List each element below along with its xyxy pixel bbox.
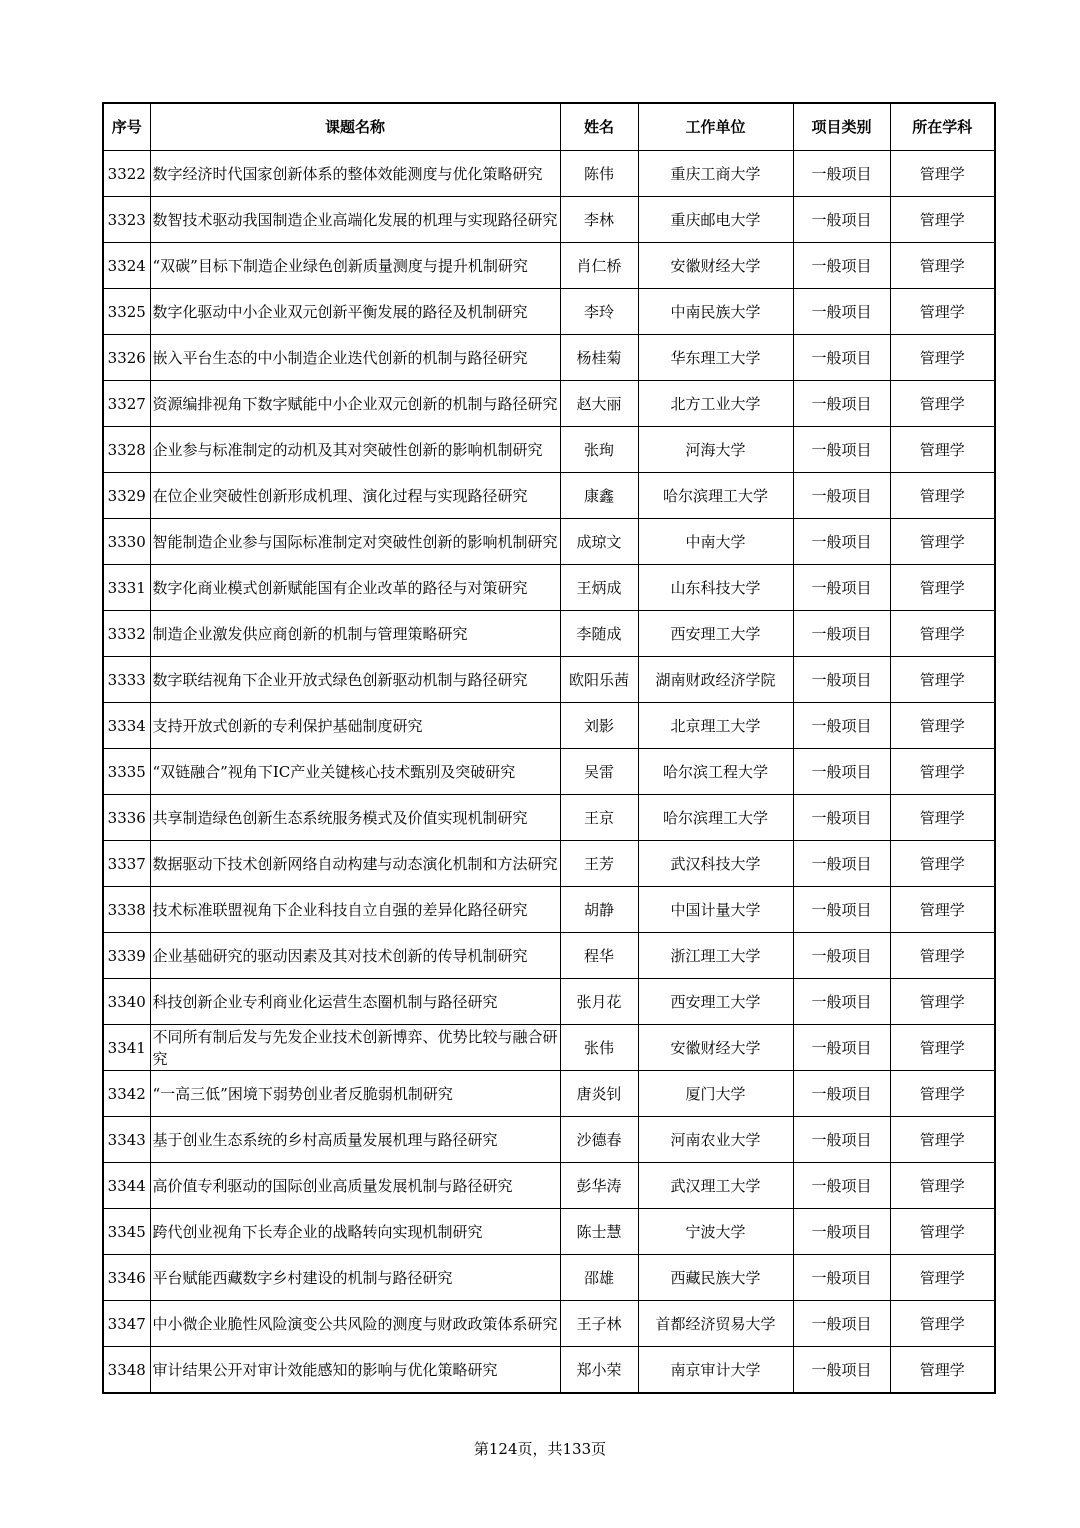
row-discipline: 管理学 <box>890 1209 995 1255</box>
row-serial-no: 3344 <box>103 1163 150 1209</box>
row-name: 李林 <box>560 197 638 243</box>
row-title: “双链融合”视角下IC产业关键核心技术甄别及突破研究 <box>150 749 560 795</box>
row-name: 唐炎钊 <box>560 1071 638 1117</box>
row-title: 数字化商业模式创新赋能国有企业改革的路径与对策研究 <box>150 565 560 611</box>
row-category: 一般项目 <box>793 1347 890 1394</box>
row-discipline: 管理学 <box>890 565 995 611</box>
row-discipline: 管理学 <box>890 1071 995 1117</box>
header-serial-no: 序号 <box>103 103 150 151</box>
table-row <box>103 703 995 749</box>
row-category: 一般项目 <box>793 1255 890 1301</box>
table-row <box>103 1025 995 1071</box>
row-serial-no: 3338 <box>103 887 150 933</box>
row-name: 胡静 <box>560 887 638 933</box>
row-serial-no: 3348 <box>103 1347 150 1394</box>
row-unit: 厦门大学 <box>638 1071 793 1117</box>
row-title: 企业基础研究的驱动因素及其对技术创新的传导机制研究 <box>150 933 560 979</box>
row-category: 一般项目 <box>793 657 890 703</box>
row-title: 数智技术驱动我国制造企业高端化发展的机理与实现路径研究 <box>150 197 560 243</box>
row-title: 基于创业生态系统的乡村高质量发展机理与路径研究 <box>150 1117 560 1163</box>
table-row <box>103 749 995 795</box>
row-discipline: 管理学 <box>890 427 995 473</box>
row-serial-no: 3339 <box>103 933 150 979</box>
table-body <box>103 151 995 1394</box>
row-discipline: 管理学 <box>890 197 995 243</box>
table-row <box>103 657 995 703</box>
row-unit: 中南大学 <box>638 519 793 565</box>
row-serial-no: 3346 <box>103 1255 150 1301</box>
row-discipline: 管理学 <box>890 1301 995 1347</box>
row-category: 一般项目 <box>793 841 890 887</box>
row-discipline: 管理学 <box>890 979 995 1025</box>
row-title: 科技创新企业专利商业化运营生态圈机制与路径研究 <box>150 979 560 1025</box>
row-unit: 南京审计大学 <box>638 1347 793 1394</box>
row-name: 张伟 <box>560 1025 638 1071</box>
row-title: 资源编排视角下数字赋能中小企业双元创新的机制与路径研究 <box>150 381 560 427</box>
row-category: 一般项目 <box>793 1071 890 1117</box>
table-row <box>103 887 995 933</box>
row-name: 邵雄 <box>560 1255 638 1301</box>
row-serial-no: 3347 <box>103 1301 150 1347</box>
table-row <box>103 197 995 243</box>
header-discipline: 所在学科 <box>890 103 995 151</box>
row-unit: 湖南财政经济学院 <box>638 657 793 703</box>
header-title: 课题名称 <box>150 103 560 151</box>
table-row <box>103 795 995 841</box>
row-title: 在位企业突破性创新形成机理、演化过程与实现路径研究 <box>150 473 560 519</box>
row-category: 一般项目 <box>793 381 890 427</box>
row-discipline: 管理学 <box>890 335 995 381</box>
row-title: 不同所有制后发与先发企业技术创新博弈、优势比较与融合研究 <box>150 1025 560 1071</box>
row-unit: 武汉理工大学 <box>638 1163 793 1209</box>
row-title: 数字化驱动中小企业双元创新平衡发展的路径及机制研究 <box>150 289 560 335</box>
table-row <box>103 289 995 335</box>
row-name: 张月花 <box>560 979 638 1025</box>
row-serial-no: 3333 <box>103 657 150 703</box>
row-category: 一般项目 <box>793 1025 890 1071</box>
row-unit: 西安理工大学 <box>638 979 793 1025</box>
row-name: 李玲 <box>560 289 638 335</box>
row-name: 王炳成 <box>560 565 638 611</box>
row-unit: 北方工业大学 <box>638 381 793 427</box>
row-name: 沙德春 <box>560 1117 638 1163</box>
row-discipline: 管理学 <box>890 1163 995 1209</box>
row-serial-no: 3343 <box>103 1117 150 1163</box>
row-discipline: 管理学 <box>890 795 995 841</box>
header-category: 项目类别 <box>793 103 890 151</box>
row-name: 程华 <box>560 933 638 979</box>
row-discipline: 管理学 <box>890 1347 995 1394</box>
row-category: 一般项目 <box>793 427 890 473</box>
row-name: 陈伟 <box>560 151 638 197</box>
row-name: 成琼文 <box>560 519 638 565</box>
row-unit: 中国计量大学 <box>638 887 793 933</box>
row-serial-no: 3326 <box>103 335 150 381</box>
row-discipline: 管理学 <box>890 473 995 519</box>
row-serial-no: 3324 <box>103 243 150 289</box>
row-name: 刘影 <box>560 703 638 749</box>
row-category: 一般项目 <box>793 703 890 749</box>
row-serial-no: 3342 <box>103 1071 150 1117</box>
table-row <box>103 565 995 611</box>
row-title: 共享制造绿色创新生态系统服务模式及价值实现机制研究 <box>150 795 560 841</box>
row-unit: 中南民族大学 <box>638 289 793 335</box>
row-unit: 重庆邮电大学 <box>638 197 793 243</box>
row-name: 杨桂菊 <box>560 335 638 381</box>
row-title: 审计结果公开对审计效能感知的影响与优化策略研究 <box>150 1347 560 1394</box>
row-category: 一般项目 <box>793 1301 890 1347</box>
row-discipline: 管理学 <box>890 151 995 197</box>
row-name: 王芳 <box>560 841 638 887</box>
table-row <box>103 1163 995 1209</box>
row-unit: 西安理工大学 <box>638 611 793 657</box>
row-name: 郑小荣 <box>560 1347 638 1394</box>
row-category: 一般项目 <box>793 1209 890 1255</box>
row-serial-no: 3340 <box>103 979 150 1025</box>
row-category: 一般项目 <box>793 197 890 243</box>
row-unit: 北京理工大学 <box>638 703 793 749</box>
header-unit: 工作单位 <box>638 103 793 151</box>
table-row <box>103 519 995 565</box>
row-title: 企业参与标准制定的动机及其对突破性创新的影响机制研究 <box>150 427 560 473</box>
row-category: 一般项目 <box>793 933 890 979</box>
row-category: 一般项目 <box>793 1163 890 1209</box>
header-name: 姓名 <box>560 103 638 151</box>
table-row <box>103 427 995 473</box>
row-serial-no: 3323 <box>103 197 150 243</box>
row-category: 一般项目 <box>793 335 890 381</box>
table-row <box>103 1255 995 1301</box>
row-discipline: 管理学 <box>890 611 995 657</box>
table-row <box>103 151 995 197</box>
row-unit: 山东科技大学 <box>638 565 793 611</box>
row-title: 中小微企业脆性风险演变公共风险的测度与财政政策体系研究 <box>150 1301 560 1347</box>
row-discipline: 管理学 <box>890 933 995 979</box>
row-discipline: 管理学 <box>890 1025 995 1071</box>
row-serial-no: 3337 <box>103 841 150 887</box>
row-title: 支持开放式创新的专利保护基础制度研究 <box>150 703 560 749</box>
row-serial-no: 3332 <box>103 611 150 657</box>
table-row <box>103 841 995 887</box>
row-title: 数字联结视角下企业开放式绿色创新驱动机制与路径研究 <box>150 657 560 703</box>
row-unit: 河海大学 <box>638 427 793 473</box>
row-serial-no: 3328 <box>103 427 150 473</box>
row-unit: 哈尔滨工程大学 <box>638 749 793 795</box>
row-name: 吴雷 <box>560 749 638 795</box>
row-name: 欧阳乐茜 <box>560 657 638 703</box>
row-name: 李随成 <box>560 611 638 657</box>
row-discipline: 管理学 <box>890 289 995 335</box>
row-title: 智能制造企业参与国际标准制定对突破性创新的影响机制研究 <box>150 519 560 565</box>
row-discipline: 管理学 <box>890 1255 995 1301</box>
row-name: 彭华涛 <box>560 1163 638 1209</box>
row-title: 嵌入平台生态的中小制造企业迭代创新的机制与路径研究 <box>150 335 560 381</box>
table-row <box>103 381 995 427</box>
row-discipline: 管理学 <box>890 243 995 289</box>
row-unit: 哈尔滨理工大学 <box>638 795 793 841</box>
row-discipline: 管理学 <box>890 1117 995 1163</box>
row-category: 一般项目 <box>793 565 890 611</box>
table-row <box>103 1209 995 1255</box>
row-unit: 武汉科技大学 <box>638 841 793 887</box>
table-row <box>103 611 995 657</box>
row-category: 一般项目 <box>793 519 890 565</box>
row-title: “一高三低”困境下弱势创业者反脆弱机制研究 <box>150 1071 560 1117</box>
row-discipline: 管理学 <box>890 519 995 565</box>
row-title: 数据驱动下技术创新网络自动构建与动态演化机制和方法研究 <box>150 841 560 887</box>
table-row <box>103 1117 995 1163</box>
row-serial-no: 3336 <box>103 795 150 841</box>
row-title: 高价值专利驱动的国际创业高质量发展机制与路径研究 <box>150 1163 560 1209</box>
row-serial-no: 3322 <box>103 151 150 197</box>
row-category: 一般项目 <box>793 243 890 289</box>
row-name: 肖仁桥 <box>560 243 638 289</box>
row-category: 一般项目 <box>793 611 890 657</box>
row-unit: 浙江理工大学 <box>638 933 793 979</box>
table-row <box>103 1347 995 1394</box>
row-name: 王京 <box>560 795 638 841</box>
row-discipline: 管理学 <box>890 381 995 427</box>
row-category: 一般项目 <box>793 887 890 933</box>
row-unit: 哈尔滨理工大学 <box>638 473 793 519</box>
row-name: 张珣 <box>560 427 638 473</box>
row-name: 康鑫 <box>560 473 638 519</box>
row-unit: 西藏民族大学 <box>638 1255 793 1301</box>
row-category: 一般项目 <box>793 1117 890 1163</box>
table-row <box>103 335 995 381</box>
row-title: 技术标准联盟视角下企业科技自立自强的差异化路径研究 <box>150 887 560 933</box>
row-name: 陈士慧 <box>560 1209 638 1255</box>
row-discipline: 管理学 <box>890 703 995 749</box>
row-discipline: 管理学 <box>890 887 995 933</box>
row-title: “双碳”目标下制造企业绿色创新质量测度与提升机制研究 <box>150 243 560 289</box>
row-unit: 华东理工大学 <box>638 335 793 381</box>
row-serial-no: 3345 <box>103 1209 150 1255</box>
row-category: 一般项目 <box>793 979 890 1025</box>
row-serial-no: 3329 <box>103 473 150 519</box>
row-title: 数字经济时代国家创新体系的整体效能测度与优化策略研究 <box>150 151 560 197</box>
row-unit: 安徽财经大学 <box>638 243 793 289</box>
row-title: 跨代创业视角下长寿企业的战略转向实现机制研究 <box>150 1209 560 1255</box>
table-row <box>103 979 995 1025</box>
row-serial-no: 3341 <box>103 1025 150 1071</box>
row-discipline: 管理学 <box>890 749 995 795</box>
row-serial-no: 3331 <box>103 565 150 611</box>
row-serial-no: 3335 <box>103 749 150 795</box>
row-title: 平台赋能西藏数字乡村建设的机制与路径研究 <box>150 1255 560 1301</box>
row-category: 一般项目 <box>793 289 890 335</box>
row-serial-no: 3330 <box>103 519 150 565</box>
table-row <box>103 1301 995 1347</box>
row-title: 制造企业激发供应商创新的机制与管理策略研究 <box>150 611 560 657</box>
row-category: 一般项目 <box>793 749 890 795</box>
row-serial-no: 3325 <box>103 289 150 335</box>
row-category: 一般项目 <box>793 151 890 197</box>
table-row <box>103 243 995 289</box>
row-unit: 宁波大学 <box>638 1209 793 1255</box>
row-serial-no: 3327 <box>103 381 150 427</box>
page-footer: 第124页，共133页 <box>473 1440 607 1458</box>
row-category: 一般项目 <box>793 473 890 519</box>
row-category: 一般项目 <box>793 795 890 841</box>
row-unit: 河南农业大学 <box>638 1117 793 1163</box>
project-list-table <box>102 102 996 1394</box>
row-unit: 重庆工商大学 <box>638 151 793 197</box>
table-row <box>103 933 995 979</box>
table-row <box>103 473 995 519</box>
row-name: 王子林 <box>560 1301 638 1347</box>
table-header-row <box>103 103 995 151</box>
table-row <box>103 1071 995 1117</box>
row-name: 赵大丽 <box>560 381 638 427</box>
row-discipline: 管理学 <box>890 657 995 703</box>
row-unit: 安徽财经大学 <box>638 1025 793 1071</box>
row-discipline: 管理学 <box>890 841 995 887</box>
row-unit: 首都经济贸易大学 <box>638 1301 793 1347</box>
row-serial-no: 3334 <box>103 703 150 749</box>
